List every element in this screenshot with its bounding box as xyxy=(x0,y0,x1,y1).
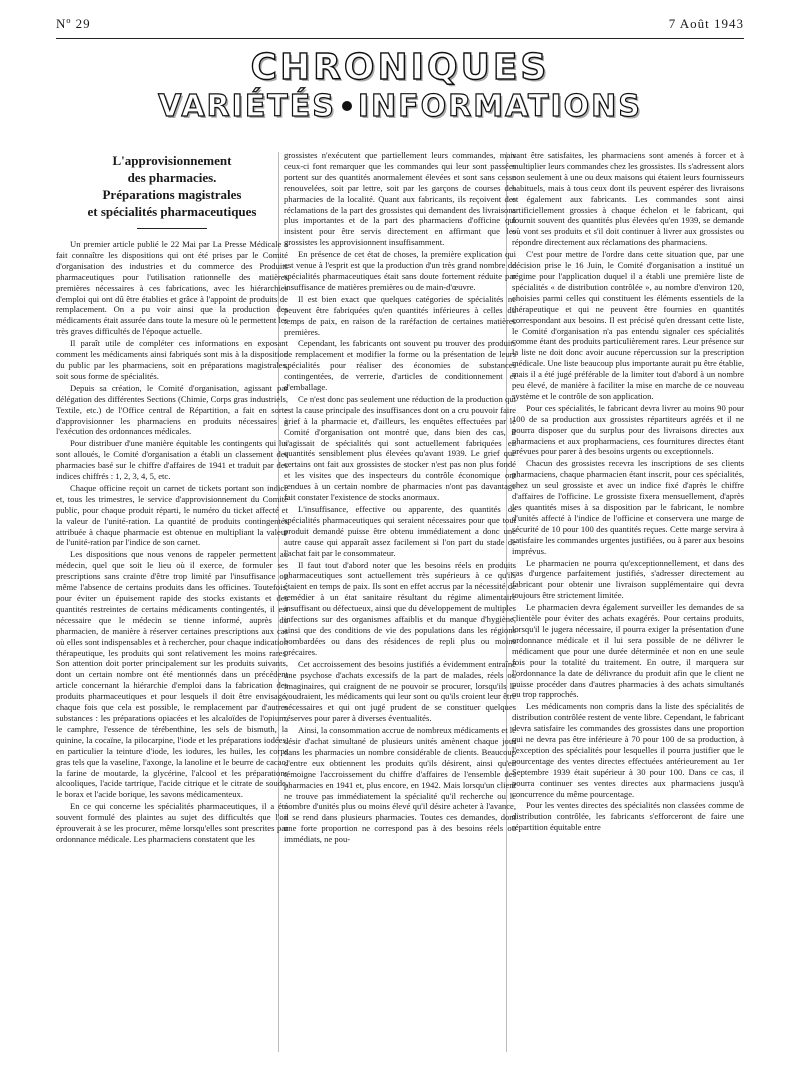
article-title xyxy=(56,152,288,220)
title-line: L'approvisionnement xyxy=(112,153,232,168)
column-body xyxy=(56,239,288,845)
masthead-title: CHRONIQUES xyxy=(250,47,550,88)
page-header xyxy=(56,16,744,36)
column-body xyxy=(512,150,744,833)
paragraph: L'insuffisance, effective ou apparente, des quantités de spécialités pharmaceutiques qui seraient nécessaires pour que tout produit demandé puisse être obtenu immédiatement a donc une autre cause qui apparaît assez facilement si l'on part du stade de l'achat fait par le consommateur. xyxy=(284,504,516,558)
column-1 xyxy=(56,150,288,846)
header-rule xyxy=(56,38,744,39)
paragraph: Il est bien exact que quelques catégories de spécialités ne peuvent être fabriquées qu'en quantités inférieures à celles du temps de paix, en raison de la raréfaction de certaines matières premières. xyxy=(284,293,516,337)
paragraph: Le pharmacien ne pourra qu'exceptionnellement, et dans des cas d'urgence parfaitement justifiés, s'adresser directement au fabricant pour obtenir une livraison supplémentaire qui devra toujours être strictement limitée. xyxy=(512,557,744,601)
column-3 xyxy=(512,150,744,834)
paragraph: Le pharmacien devra également surveiller les demandes de sa clientèle pour éviter des achats exagérés. Pour certains produits, lorsqu'il le jugera nécessaire, il pourra exiger la présentation d'une ordonnance médicale et il lui sera possible de ne délivrer le médicament que pour une durée déterminée et non en une seule fois pour la totalité du traitement. En outre, il marquera sur l'ordonnance la date de délivrance du produit afin que le client ne puisse procéder dans d'autres pharmacies à des achats simultanés ou trop rapprochés. xyxy=(512,602,744,700)
paragraph: Il paraît utile de compléter ces informations en exposant comment les médicaments ainsi fabriqués sont mis à la disposition du public par les pharmaciens, soit en préparations magistrales, soit sous forme de spécialités. xyxy=(56,338,288,381)
paragraph: Les dispositions que nous venons de rappeler permettent au médecin, quel que soit le lieu où il exerce, de formuler ses prescriptions sans crainte d'être trop limité par l'insuffisance ou même l'absence de certains produits dans les officines. Toutefois, pour éviter un épuisement rapide des stocks existants et des quantités restreintes de certains médicaments contingentés, il est nécessaire que le médecin se tienne informé, auprès du pharmacien, de manière à réserver certaines prescriptions aux cas où elles sont indispensables et à rechercher, pour chaque indication thérapeutique, les produits qui sont relativement les moins rares. Son attention doit porter principalement sur les produits suivants, dont un certain nombre ont été mentionnés dans un précédent article concernant la hiérarchie d'emploi dans la fabrication des produits pharmaceutiques et pour lesquels il doit être envisagé, chaque fois que cela est possible, le remplacement par d'autres substances : les préparations opiacées et les alcaloïdes de l'opium, le camphre, l'essence de térébenthine, les sels de bismuth, la quinine, la cocaïne, la pilocarpine, l'iode et les préparations iodées, en particulier la teinture d'iode, les iodures, les huiles, les corps gras tels que la vaseline, l'axonge, la lanoline et le beurre de cacao, la farine de moutarde, la glycérine, l'alcool et les préparations alcooliques, l'acide tartrique, l'acide citrique et le citrate de soude, le borax et l'acide borique, les savons médicamenteux. xyxy=(56,549,288,800)
paragraph: Depuis sa création, le Comité d'organisation, agissant par délégation des différentes Sections (Chimie, Corps gras industriels, Textile, etc.) de l'Office central de Répartition, a fait en sorte d'approvisionner les pharmaciens en produits nécessaires à l'exécution des ordonnances médicales. xyxy=(56,382,288,437)
paragraph: Pour ces spécialités, le fabricant devra livrer au moins 90 pour 100 de sa production aux grossistes répartiteurs agréés et il ne pourra disposer que du surplus pour des livraisons directes aux pharmaciens et aux propharmaciens, ces fournitures directes étant prévues pour parer à des besoins urgents ou exceptionnels. xyxy=(512,402,744,457)
column-body xyxy=(284,150,516,845)
title-line: des pharmacies. xyxy=(127,170,217,185)
paragraph: grossistes n'exécutent que partiellement leurs commandes, mais ceux-ci font remarquer que les commandes qui leur sont passées portent sur des quantités anormalement élevées et sont sans cesse renouvelées, soit par lettre, soit par les garçons de courses des pharmacies de la localité. Quant aux fabricants, ils reçoivent des réclamations de la part des grossistes qui demandent des livraisons plus importantes et de la part des pharmaciens d'officine qui insistent pour être servis directement en affirmant que les grossistes les approvisionnent insuffisamment. xyxy=(284,150,516,248)
masthead xyxy=(0,48,800,126)
paragraph: En présence de cet état de choses, la première explication qui est venue à l'esprit est que la production d'un très grand nombre de spécialités pharmaceutiques était sans doute fortement réduite par insuffisance de matières premières ou de main-d'œuvre. xyxy=(284,249,516,292)
paragraph: Un premier article publié le 22 Mai par La Presse Médicale a fait connaître les dispositions qui ont été prises par le Comité d'organisation des industries et du commerce des Produits pharmaceutiques pour l'utilisation rationnelle des matières premières nécessaires à ces fabrications, avec les hiérarchies d'emploi qui ont dû être établies et grâce à l'appoint de produits de remplacement. On a pu voir ainsi que la production des médicaments était assurée dans toute la mesure où le permettent les très graves difficultés de l'époque actuelle. xyxy=(56,239,288,337)
issue-number: Nº 29 xyxy=(56,16,91,31)
bullet-icon xyxy=(342,101,352,111)
column-2 xyxy=(284,150,516,846)
masthead-subtitle xyxy=(0,88,800,126)
paragraph: Pour distribuer d'une manière équitable les contingents qui lui sont alloués, le Comité d'organisation a établi un classement des pharmacies basé sur le chiffre d'affaires de 1941 et traduit par des indices chiffrés : 1, 2, 3, 4, 5, etc. xyxy=(56,438,288,482)
paragraph: Cet accroissement des besoins justifiés a évidemment entraîné une psychose d'achats excessifs de la part de malades, réels ou imaginaires, qui craignent de ne pouvoir se procurer, lorsqu'ils le voudraient, les médicaments qui leur sont ou qu'ils croient leur être nécessaires et qui ont jugé prudent de se constituer quelques réserves pour parer à diverses éventualités. xyxy=(284,658,516,724)
masthead-informations: INFORMATIONS xyxy=(357,89,642,124)
paragraph: Ce n'est donc pas seulement une réduction de la production qui est la cause principale des insuffisances dont on a cru pouvoir faire grief à la pharmacie et, d'ailleurs, les enquêtes effectuées par le Comité d'organisation ont montré que, dans bien des cas, il s'agissait de spécialités qui sont actuellement fabriquées en quantités sensiblement plus élevées qu'avant 1939. Le grief que certains ont fait aux grossistes de stocker n'est pas non plus fondé et les visites que des inspecteurs du contrôle économique ont rendues à un certain nombre de pharmacies n'ont pas davantage fait constater l'existence de stocks anormaux. xyxy=(284,393,516,503)
title-line: Préparations magistrales xyxy=(102,187,242,202)
issue-date: 7 Août 1943 xyxy=(668,16,744,31)
paragraph: Pour les ventes directes des spécialités non classées comme de distribution contrôlée, les fabricants s'efforceront de faire une répartition équitable entre xyxy=(512,800,744,833)
masthead-varietes: VARIÉTÉS xyxy=(158,89,336,124)
paragraph: En ce qui concerne les spécialités pharmaceutiques, il a été souvent formulé des plaintes au sujet des difficultés que l'on éprouverait à se les procurer, même lorsqu'elles sont prescrites par ordonnance médicale. Les pharmaciens constatent que les xyxy=(56,801,288,844)
paragraph: Il faut tout d'abord noter que les besoins réels en produits pharmaceutiques sont actuellement très supérieurs à ce qu'ils étaient en temps de paix. Ils sont en effet accrus par la nécessité de remédier à un état sanitaire résultant du régime alimentaire insuffisant ou défectueux, ainsi que du développement de multiples infections sur des organismes affaiblis et du manque d'hygiène, ainsi que des conditions de vie des populations dans les régions bombardées ou dans des résidences de repli plus ou moins précaires. xyxy=(284,559,516,657)
paragraph: Les médicaments non compris dans la liste des spécialités de distribution contrôlée restent de vente libre. Cependant, le fabricant devra satisfaire les commandes des grossistes dans une proportion qui ne devra pas être inférieure à 70 pour 100 de sa production, à l'exception des spécialités pour lesquelles il pourra justifier que le pourcentage des ventes directes effectuées antérieurement au 1er Septembre 1939 était supérieur à 30 pour 100. Dans ce cas, il pourra continuer ses ventes directes aux pharmaciens jusqu'à concurrence du même pourcentage. xyxy=(512,701,744,799)
title-line: et spécialités pharmaceutiques xyxy=(87,204,257,219)
paragraph: Chacun des grossistes recevra les inscriptions de ses clients pharmaciens, chaque pharmacien étant inscrit, pour ces spécialités, chez un seul grossiste et avec un indice fixé d'après le chiffre d'affaires de l'officine. Le grossiste fixera mensuellement, d'après les quantités mises à sa disposition par le fabricant, le nombre d'unités affecté à l'indice de l'officine et conservera une marge de sécurité de 10 pour 100 des quantités reçues. Cette marge servira à satisfaire les commandes urgentes justifiées, ou à parer aux besoins imprévus. xyxy=(512,458,744,556)
paragraph: C'est pour mettre de l'ordre dans cette situation que, par une décision prise le 16 Juin, le Comité d'organisation a institué un régime pour l'application duquel il a établi une première liste de spécialités « de distribution contrôlée », au nombre d'environ 120, choisies parmi celles qui constituent les éléments essentiels de la thérapeutique et qui ne peuvent être fournies en quantités correspondant aux besoins. Il est précisé qu'en dressant cette liste, le Comité d'organisation n'a pas entendu signaler ces spécialités comme étant des produits particulièrement rares. Leur présence sur la liste ne doit donc avoir aucune répercussion sur la prescription médicale. Une liste beaucoup plus importante aurait pu être établie, mais il a été jugé préférable de la limiter tout d'abord à un nombre peu élevé, de manière à faciliter la mise en marche de ce nouveau système et le contrôle de son application. xyxy=(512,249,744,401)
paragraph: vant être satisfaites, les pharmaciens sont amenés à forcer et à multiplier leurs commandes chez les grossistes. Ils s'adressent alors non seulement à une ou deux maisons qui étaient leurs fournisseurs habituels, mais à tous ceux dont ils peuvent espérer des livraisons et également aux fabricants. Les commandes sont ainsi artificiellement grossies à chaque échelon et le fabricant, qui fournit souvent des quantités plus élevées qu'en 1939, se demande où vont ses produits et s'il doit continuer à livrer aux grossistes ou répondre directement aux réclamations des pharmaciens. xyxy=(512,150,744,248)
paragraph: Chaque officine reçoit un carnet de tickets portant son indice et, tous les trimestres, le service d'approvisionnement du Comité public, pour chaque produit réparti, le numéro du ticket affecté et la valeur de l'unité-ration. La quantité de produits contingentés attribuée à chaque pharmacie est obtenue en multipliant la valeur de l'unité-ration par l'indice de son carnet. xyxy=(56,482,288,548)
title-rule xyxy=(137,228,207,229)
paragraph: Cependant, les fabricants ont souvent pu trouver des produits de remplacement et modifier la forme ou la présentation de leurs spécialités pour réaliser des économies de substances contingentées, de verrerie, d'articles de conditionnement et d'emballage. xyxy=(284,338,516,393)
paragraph: Ainsi, la consommation accrue de nombreux médicaments et le désir d'achat simultané de plusieurs unités amènent chaque jour dans les pharmacies un nombre considérable de clients. Beaucoup d'entre eux obtiennent les produits qu'ils désirent, ainsi qu'en témoigne l'accroissement du chiffre d'affaires de l'ensemble des pharmacies en 1941 et, plus encore, en 1942. Mais lorsqu'un client ne trouve pas immédiatement la spécialité qu'il recherche ou le nombre d'unités plus ou moins élevé qu'il désire acheter à l'avance, il se rend dans plusieurs pharmacies. Toutes ces demandes, dont une forte proportion ne correspond pas à des besoins réels ou immédiats, ne pou- xyxy=(284,725,516,845)
